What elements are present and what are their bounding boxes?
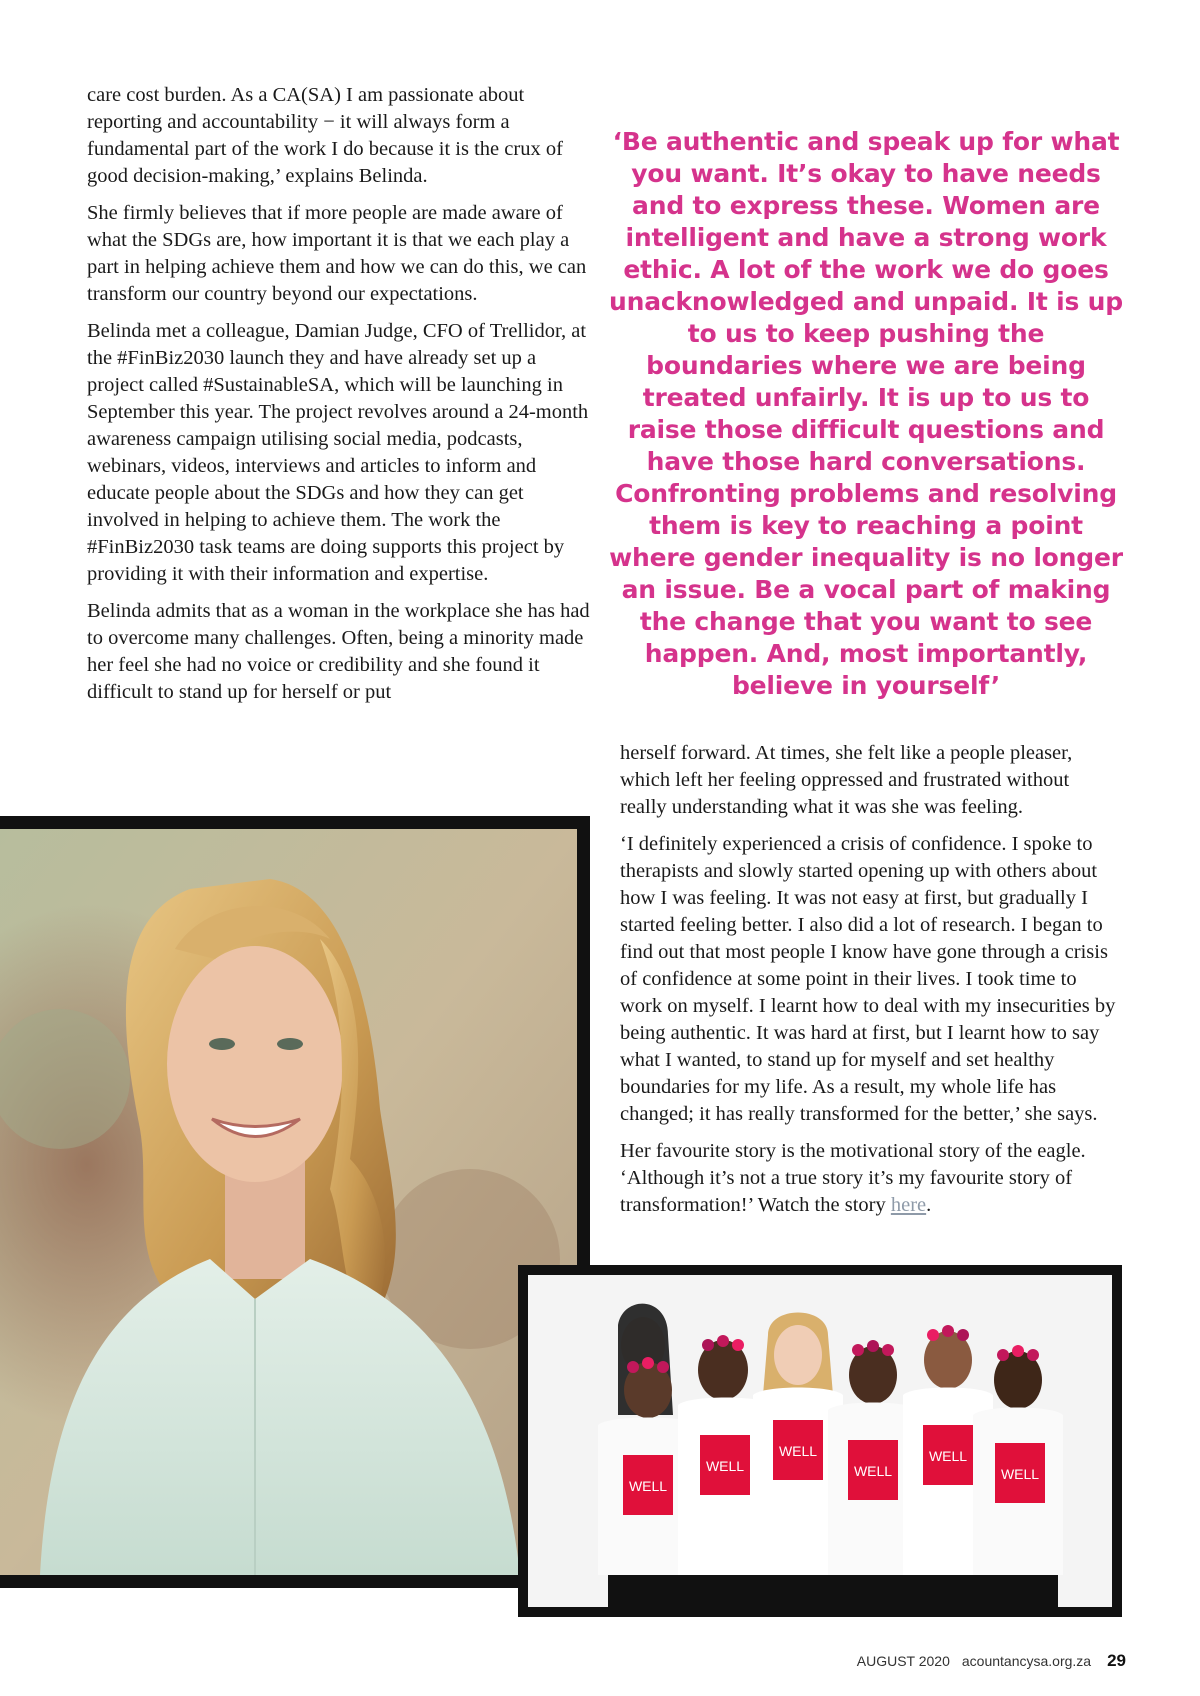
paragraph-suffix: .	[926, 1194, 932, 1216]
portrait-photo	[0, 829, 577, 1575]
paragraph: She firmly believes that if more people are made aware of what the SDGs are, how important it is that we each play a part in helping achieve them and how we can do this, we can transform our country beyond our expectations.	[87, 202, 587, 305]
svg-text:WELL: WELL	[628, 1478, 668, 1494]
paragraph: ‘I definitely experienced a crisis of confidence. I spoke to therapists and slowly started opening up with others about how I was feeling. It was not easy at first, but gradually I started feeling better. I also did a lot of research. I began to find out that most people I know have gone through a crisis of confidence at some point in their lives. I took time to work on myself. I learnt how to deal with my insecurities by being authentic. It was hard at first, but I learnt how to say what I wanted, to stand up for myself and set healthy boundaries for my life. As a result, my whole life has changed; it has really transformed for the better,’ she says.	[620, 833, 1116, 1125]
paragraph: Belinda met a colleague, Damian Judge, CFO of Trellidor, at the #FinBiz2030 launch they and have already set up a project called #SustainableSA, which will be launching in September this year. The project revolves around a 24-month awareness campaign utilising social media, podcasts, webinars, videos, interviews and articles to inform and educate people about the SDGs and how they can get involved in helping to achieve them. The work the #FinBiz2030 task teams are doing supports this project by providing it with their information and expertise.	[87, 320, 589, 585]
site-url: acountancysa.org.za	[961, 1653, 1092, 1669]
issue-date: AUGUST 2020	[856, 1653, 950, 1669]
paragraph: herself forward. At times, she felt like a people pleaser, which left her feeling oppressed and frustrated without really understanding what it was she was feeling.	[620, 742, 1073, 818]
svg-text:WELL: WELL	[778, 1443, 818, 1459]
paragraph: Belinda admits that as a woman in the workplace she has had to overcome many challenges. Often, being a minority made her feel she had no voice or credibility and she found it difficult to stand up for herself or put	[87, 600, 590, 703]
svg-text:WELL: WELL	[928, 1448, 968, 1464]
svg-text:WELL: WELL	[705, 1458, 745, 1474]
paragraph-text: Her favourite story is the motivational story of the eagle. ‘Although it’s not a true story it’s my favourite story of transformation!’ Watch the story	[620, 1140, 1086, 1216]
group-photo	[528, 1275, 1112, 1607]
page-footer	[857, 1651, 1126, 1671]
pull-quote: ‘Be authentic and speak up for what you want. It’s okay to have needs and to express these. Women are intelligent and have a strong work ethic. A lot of the work we do goes unacknowledged and unpaid. It is up to us to keep pushing the boundaries where we are being treated unfairly. It is up to us to raise those difficult questions and have those hard conversations. Confronting problems and resolving them is key to reaching a point where gender inequality is no longer an issue. Be a vocal part of making the change that you want to see happen. And, most importantly, believe in yourself’	[609, 127, 1123, 700]
paragraph: care cost burden. As a CA(SA) I am passionate about reporting and accountability − it will always form a fundamental part of the work I do because it is the crux of good decision-making,’ explains Belinda.	[87, 84, 563, 187]
story-link[interactable]: here	[890, 1194, 927, 1216]
group-illustration	[528, 1275, 1112, 1607]
right-text-column	[620, 740, 1120, 1229]
svg-text:WELL: WELL	[1000, 1466, 1040, 1482]
paragraph	[620, 1138, 1120, 1219]
portrait-photo-frame	[0, 816, 590, 1588]
svg-text:WELL: WELL	[853, 1463, 893, 1479]
group-photo-frame	[518, 1265, 1122, 1617]
left-text-column	[87, 82, 597, 716]
portrait-illustration	[0, 829, 577, 1575]
page-number: 29	[1107, 1651, 1126, 1670]
